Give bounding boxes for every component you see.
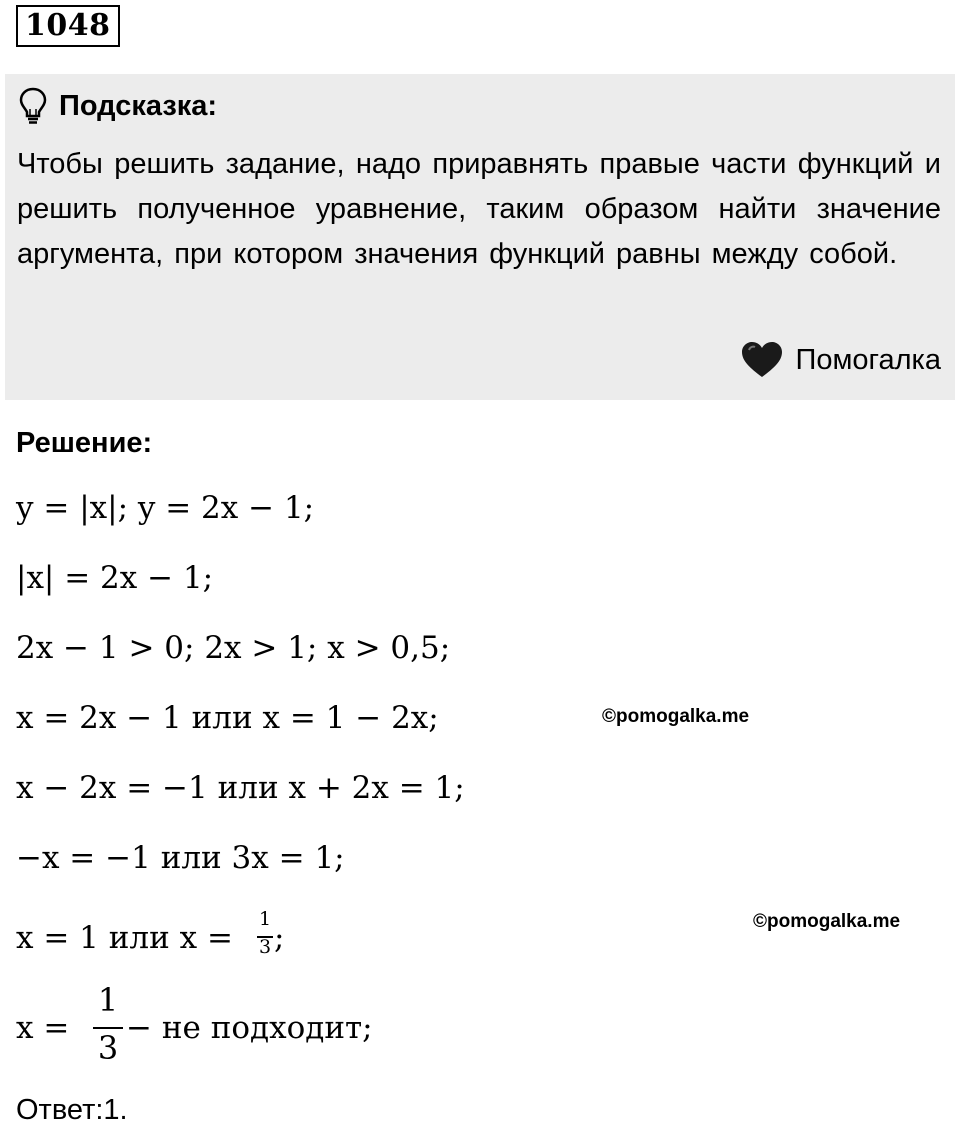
solution-line: x − 2x = −1 или x + 2x = 1;: [16, 770, 465, 806]
line-suffix: − не подходит;: [126, 1010, 373, 1046]
solution-line: x = 2x − 1 или x = 1 − 2x;: [16, 700, 439, 736]
line-suffix: ;: [274, 920, 285, 956]
solution-line-fraction: [16, 908, 336, 970]
solution-line: 2x − 1 > 0; 2x > 1; x > 0,5;: [16, 630, 451, 666]
heart-icon: [740, 341, 784, 379]
line-prefix: x = 1 или x =: [16, 920, 233, 956]
solution-title: Решение:: [16, 427, 153, 459]
solution-line: −x = −1 или 3x = 1;: [16, 840, 345, 876]
solution-line: y = |x|; y = 2x − 1;: [16, 490, 315, 526]
fraction-denominator: 3: [258, 936, 272, 958]
watermark: ©pomogalka.me: [602, 706, 750, 727]
lightbulb-icon: [19, 87, 47, 125]
hint-title: Подсказка:: [59, 89, 218, 122]
fraction-denominator: 3: [97, 1029, 119, 1067]
hint-header: [19, 86, 217, 126]
line-prefix: x =: [16, 1010, 70, 1046]
hint-brand-label: Помогалка: [795, 343, 941, 376]
fraction-numerator: 1: [258, 908, 272, 930]
hint-brand: [740, 338, 941, 382]
fraction-numerator: 1: [97, 981, 119, 1019]
solution-line-fraction: [16, 981, 416, 1067]
watermark: ©pomogalka.me: [753, 911, 901, 932]
hint-text: Чтобы решить задание, надо приравнять правые части функций и решить полученное уравнение, таким образом найти значение аргумента, при котором значения функций равны между собой.: [17, 148, 941, 270]
answer: Ответ:1.: [16, 1094, 128, 1126]
hint-box: [5, 74, 955, 400]
solution-line: |x| = 2x − 1;: [16, 560, 214, 596]
task-number: 1048: [16, 5, 120, 47]
